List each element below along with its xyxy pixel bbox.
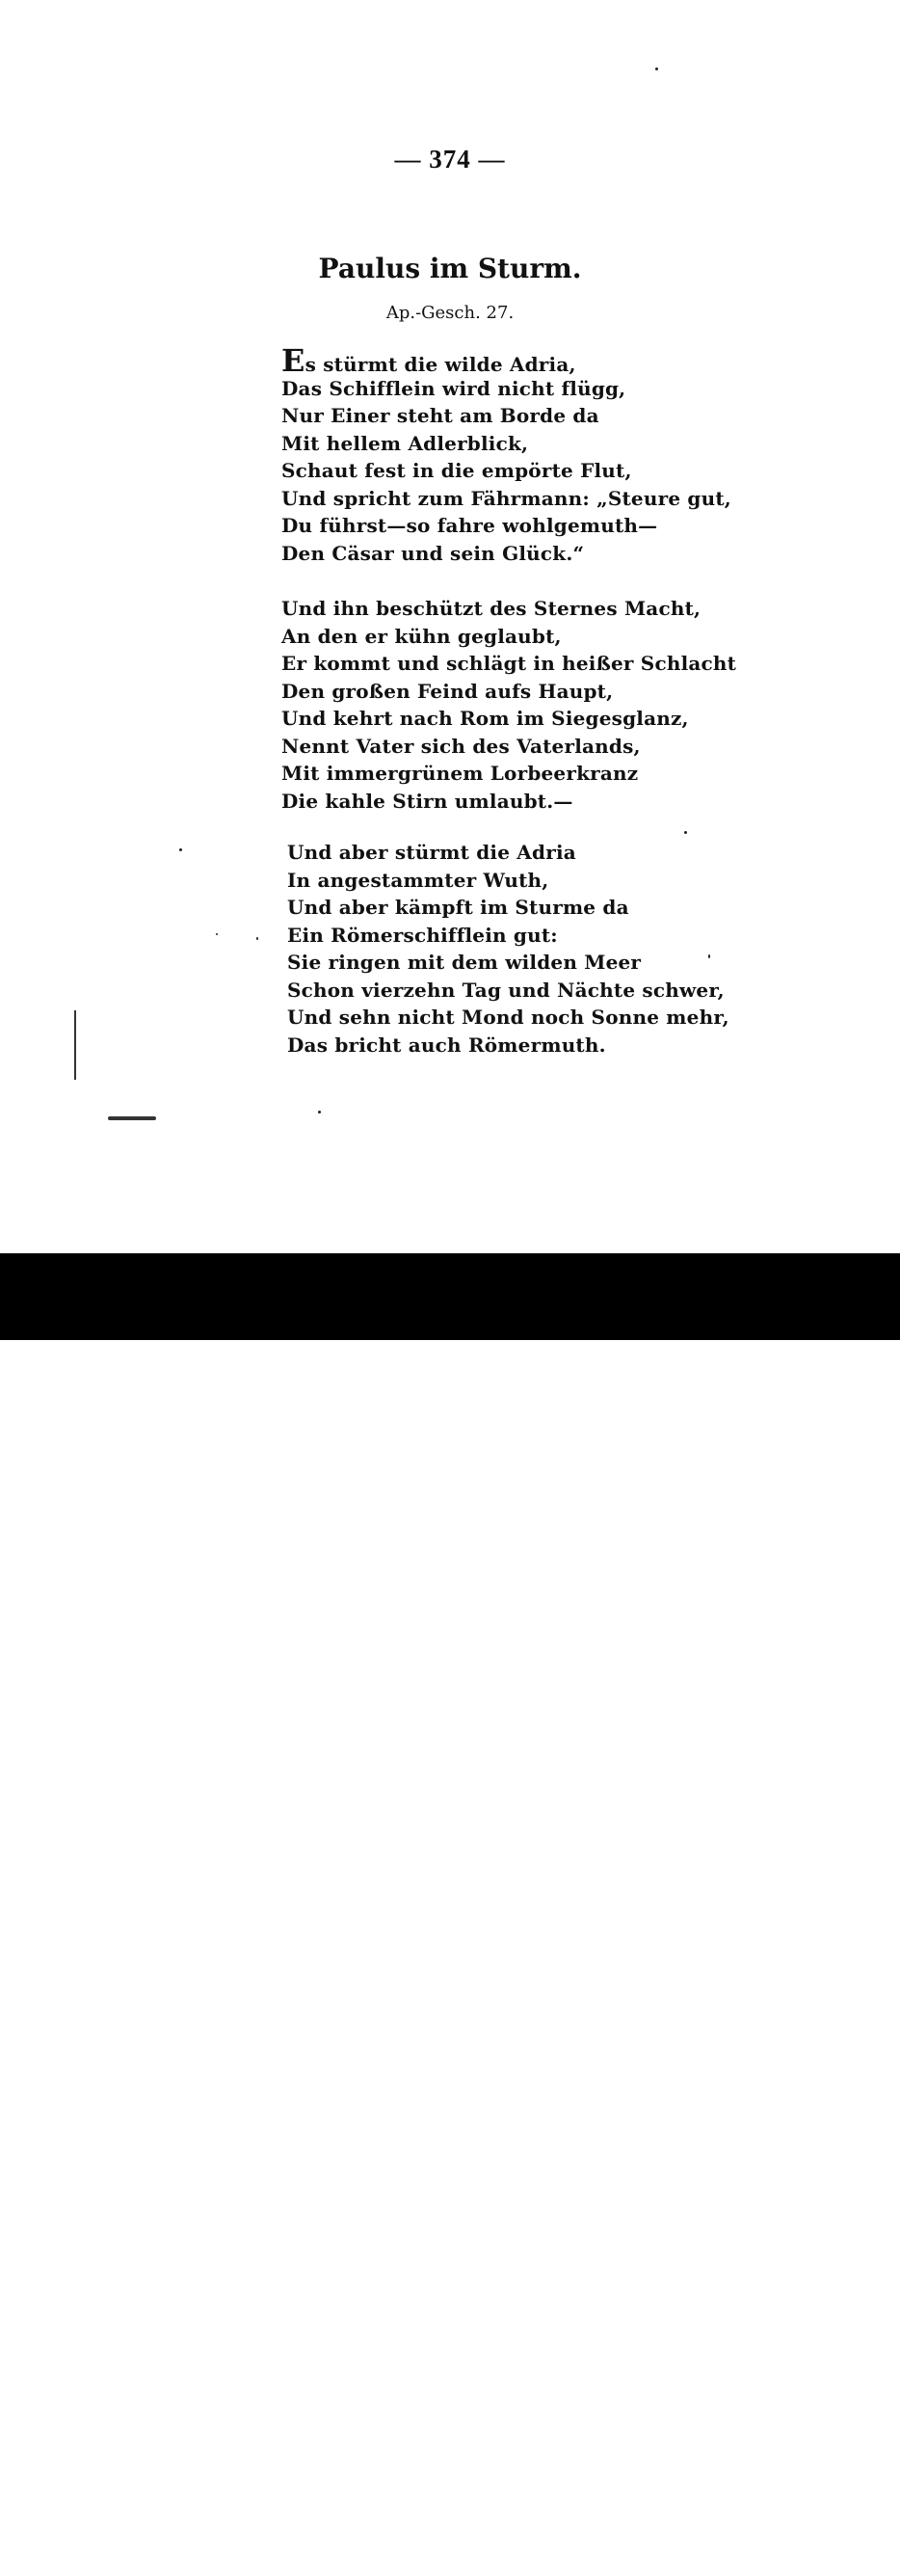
page-number: — 374 — — [394, 145, 506, 174]
stanza-3 — [287, 839, 730, 1059]
poem-title: Paulus im Sturm. — [318, 253, 582, 284]
book-page — [0, 0, 900, 1253]
watermark-footer — [0, 1253, 900, 2576]
poem-line: Schon vierzehn Tag und Nächte schwer, — [287, 978, 725, 1002]
poem-line: Und aber kämpft im Sturme da — [287, 896, 629, 919]
scan-speck — [216, 933, 218, 935]
scan-speck — [684, 831, 687, 834]
scan-speck — [655, 67, 658, 70]
brand-logo: alamy — [21, 2518, 154, 2565]
scan-speck — [179, 848, 182, 851]
scan-speck — [708, 954, 710, 958]
poem-subtitle: Ap.-Gesch. 27. — [385, 303, 515, 323]
poem-line: Mit hellem Adlerblick, — [281, 431, 529, 455]
poem-line: Und kehrt nach Rom im Siegesglanz, — [281, 707, 689, 730]
poem-line: Schaut fest in die empörte Flut, — [281, 459, 632, 482]
edge-line — [74, 1010, 76, 1080]
poem-line: Mit immergrünem Lorbeerkranz — [281, 762, 639, 785]
poem-line: Und sehn nicht Mond noch Sonne mehr, — [287, 1006, 729, 1029]
poem-line: Das Schifflein wird nicht flügg, — [281, 376, 626, 400]
scan-speck — [318, 1111, 321, 1114]
poem-line: Und spricht zum Fährmann: „Steure gut, — [281, 486, 731, 510]
scan-speck — [256, 937, 258, 940]
stanza-2 — [281, 595, 737, 815]
poem-line: Nur Einer steht am Borde da — [281, 404, 599, 427]
edge-mark — [108, 1116, 156, 1120]
poem-line: Er kommt und schlägt in heißer Schlacht — [281, 652, 737, 675]
poem-line: Die kahle Stirn umlaubt.— — [281, 789, 573, 813]
image-id: KYCW0N — [785, 2524, 879, 2547]
poem-line: Den großen Feind aufs Haupt, — [281, 679, 614, 703]
poem-line: Sie ringen mit dem wilden Meer — [287, 951, 642, 974]
poem-line: Den Cäsar und sein Glück.“ — [281, 541, 585, 565]
poem-line: Das bricht auch Römermuth. — [287, 1033, 606, 1057]
stanza-1 — [281, 342, 731, 567]
poem-line: Es stürmt die wilde Adria, — [281, 342, 576, 379]
poem-line: An den er kühn geglaubt, — [281, 624, 562, 648]
drop-cap: E — [281, 342, 305, 379]
site-url: www.alamy.com — [746, 2557, 879, 2576]
poem-line: Du führst—so fahre wohlgemuth— — [281, 514, 658, 537]
poem-line: In angestammter Wuth, — [287, 868, 549, 892]
poem-line: Ein Römerschifflein gut: — [287, 923, 558, 947]
poem-line: Nennt Vater sich des Vaterlands, — [281, 734, 641, 758]
poem-line: Und ihn beschützt des Sternes Macht, — [281, 597, 701, 620]
poem-line: Und aber stürmt die Adria — [287, 841, 576, 864]
